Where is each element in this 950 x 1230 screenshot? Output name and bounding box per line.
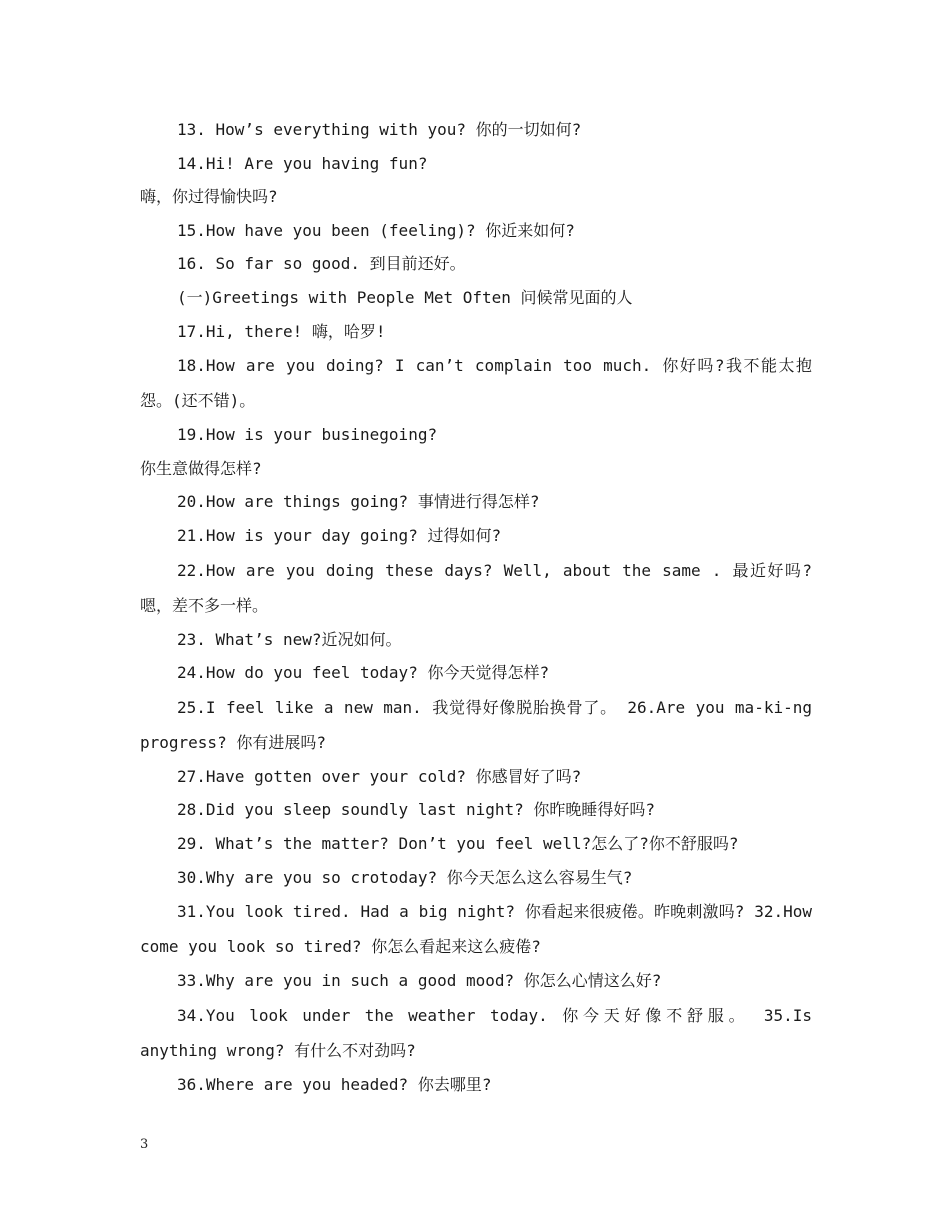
text-paragraph-34-35: 34.You look under the weather today. 你今天好像不舒服。 35.Is anything wrong? 有什么不对劲吗? bbox=[140, 1005, 812, 1060]
text-line-27: 27.Have gotten over your cold? 你感冒好了吗? bbox=[177, 766, 582, 786]
text-line-33: 33.Why are you in such a good mood? 你怎么心情这么好? bbox=[177, 971, 662, 991]
text-line-19-translation: 你生意做得怎样? bbox=[140, 458, 262, 478]
text-line-21: 21.How is your day going? 过得如何? bbox=[177, 525, 502, 545]
text-line-17: 17.Hi, there! 嗨，哈罗! bbox=[177, 321, 386, 341]
text-line-15: 15.How have you been (feeling)? 你近来如何? bbox=[177, 220, 575, 240]
text-paragraph-25-26: 25.I feel like a new man. 我觉得好像脱胎换骨了。 26.Are you ma-ki-ng progress? 你有进展吗? bbox=[140, 697, 812, 752]
text-line-28: 28.Did you sleep soundly last night? 你昨晚睡得好吗? bbox=[177, 800, 656, 820]
text-line-20: 20.How are things going? 事情进行得怎样? bbox=[177, 492, 540, 512]
text-line-19: 19.How is your businegoing? bbox=[177, 425, 438, 445]
text-line-30: 30.Why are you so crotoday? 你今天怎么这么容易生气? bbox=[177, 867, 633, 887]
page-number: 3 bbox=[140, 1137, 149, 1152]
text-line-29: 29. What’s the matter? Don’t you feel well?怎么了?你不舒服吗? bbox=[177, 833, 739, 853]
text-line-23: 23. What’s new?近况如何。 bbox=[177, 629, 402, 649]
text-paragraph-18: 18.How are you doing? I can’t complain too much. 你好吗?我不能太抱怨。(还不错)。 bbox=[140, 356, 812, 411]
text-line-36: 36.Where are you headed? 你去哪里? bbox=[177, 1074, 492, 1094]
text-paragraph-22: 22.How are you doing these days? Well, about the same . 最近好吗?嗯，差不多一样。 bbox=[140, 560, 812, 615]
text-line-14: 14.Hi! Are you having fun? bbox=[177, 153, 428, 173]
text-line-14-translation: 嗨，你过得愉快吗? bbox=[140, 187, 278, 207]
text-line-16: 16. So far so good. 到目前还好。 bbox=[177, 254, 466, 274]
text-line-13: 13. How’s everything with you? 你的一切如何? bbox=[177, 120, 582, 139]
text-paragraph-31-32: 31.You look tired. Had a big night? 你看起来很疲倦。昨晚刺激吗? 32.How come you look so tired? 你怎么看起来这么疲倦? bbox=[140, 902, 812, 957]
section-heading: (一)Greetings with People Met Often 问候常见面的人 bbox=[177, 287, 633, 307]
page-body bbox=[140, 113, 812, 1101]
text-line-24: 24.How do you feel today? 你今天觉得怎样? bbox=[177, 663, 550, 683]
